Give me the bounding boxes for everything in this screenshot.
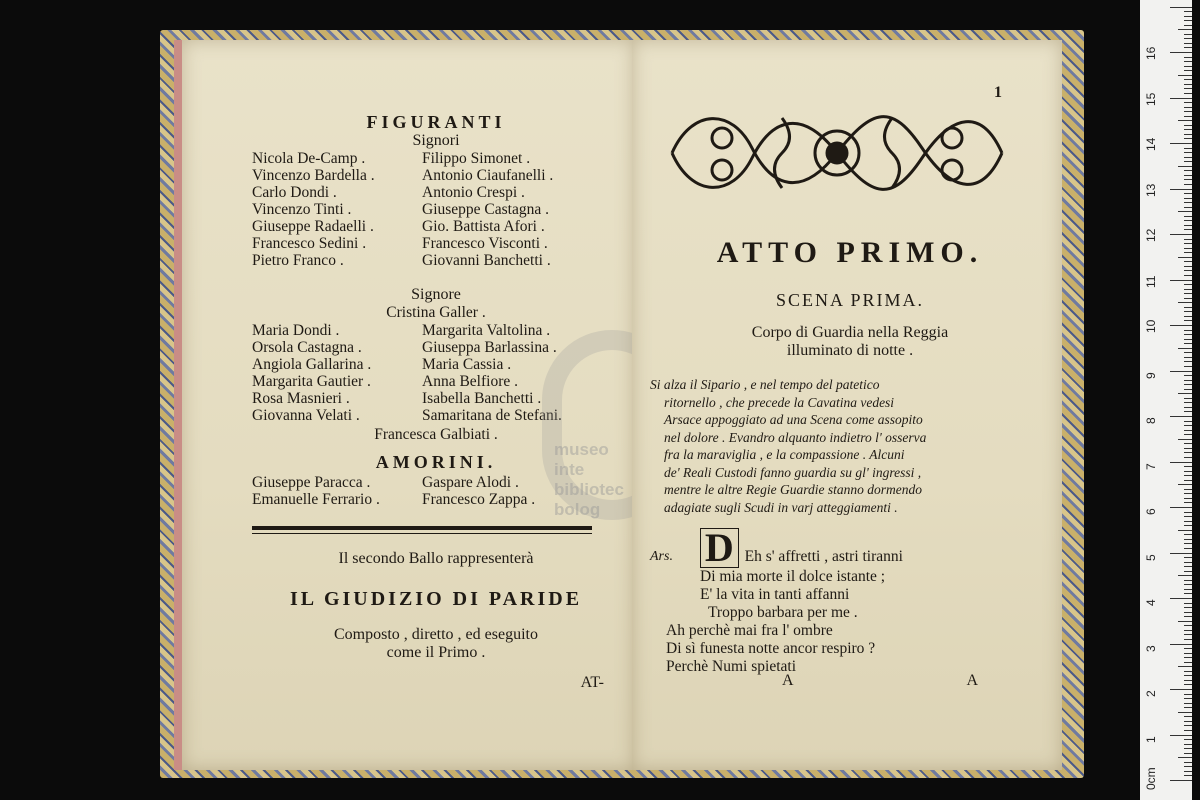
ruler-tick [1184, 311, 1192, 312]
ruler-tick [1178, 621, 1192, 622]
ruler-tick [1184, 284, 1192, 285]
ruler-tick [1184, 457, 1192, 458]
ruler-unit-label: 0cm [1144, 767, 1158, 790]
ruler-tick [1184, 102, 1192, 103]
list-item: Margarita Gautier . Anna Belfiore . [252, 373, 518, 390]
ruler-tick [1170, 325, 1192, 326]
composto-line-1: Composto , diretto , ed eseguito [334, 626, 538, 643]
ruler-tick [1184, 116, 1192, 117]
ruler-tick [1184, 220, 1192, 221]
ruler-tick [1178, 166, 1192, 167]
ruler-tick [1184, 634, 1192, 635]
ruler-tick [1184, 671, 1192, 672]
ruler-tick [1184, 357, 1192, 358]
list-item: Rosa Masnieri . Isabella Banchetti . [252, 390, 542, 407]
list-item: Angiola Gallarina . Maria Cassia . [252, 356, 512, 373]
ruler-tick [1184, 407, 1192, 408]
ruler-tick [1184, 589, 1192, 590]
verse-line: Eh s' affretti , astri tiranni [744, 548, 903, 565]
ruler-tick [1184, 129, 1192, 130]
ruler-number: 13 [1144, 183, 1158, 197]
verse-line: Di sì funesta notte ancor respiro ? [666, 640, 876, 657]
list-item: Pietro Franco . Giovanni Banchetti . [252, 252, 551, 269]
ruler-tick [1184, 625, 1192, 626]
ruler-tick [1170, 52, 1192, 53]
verse-line: Perchè Numi spietati [666, 658, 796, 675]
ruler-tick [1184, 152, 1192, 153]
ruler-tick [1184, 648, 1192, 649]
setting-line-2: illuminato di notte . [786, 342, 914, 359]
list-item: Vincenzo Tinti . Giuseppe Castagna . [252, 201, 549, 218]
ruler-number: 15 [1144, 92, 1158, 106]
catchword: A [966, 672, 978, 689]
ruler-tick [1184, 266, 1192, 267]
ruler-tick [1184, 202, 1192, 203]
verse-block [650, 525, 1050, 676]
ruler-tick [1184, 16, 1192, 17]
ruler-tick [1184, 466, 1192, 467]
ruler-tick [1184, 198, 1192, 199]
ruler-tick [1184, 566, 1192, 567]
ruler-tick [1184, 389, 1192, 390]
dropcap-letter: D [700, 528, 739, 568]
list-item: Giuseppe Radaelli . Gio. Battista Afori . [252, 218, 545, 235]
ruler-tick [1184, 289, 1192, 290]
list-item: Orsola Castagna . Giuseppa Barlassina . [252, 339, 557, 356]
ruler-tick [1184, 498, 1192, 499]
ruler-tick [1184, 193, 1192, 194]
ruler-tick [1184, 343, 1192, 344]
ruler-number: 9 [1144, 371, 1158, 379]
ruler-tick [1178, 666, 1192, 667]
ruler-tick [1184, 698, 1192, 699]
ruler-tick [1184, 384, 1192, 385]
ruler-tick [1184, 316, 1192, 317]
ruler-tick [1184, 157, 1192, 158]
ruler-number: 12 [1144, 228, 1158, 242]
list-item: Maria Dondi . Margarita Valtolina . [252, 322, 551, 339]
ruler-tick [1178, 757, 1192, 758]
ruler-tick [1184, 375, 1192, 376]
ruler-number: 3 [1144, 644, 1158, 652]
ruler-tick [1184, 707, 1192, 708]
ruler-tick [1184, 293, 1192, 294]
ruler-tick [1184, 402, 1192, 403]
ruler-tick [1178, 575, 1192, 576]
ruler-tick [1178, 348, 1192, 349]
ruler-number: 1 [1144, 735, 1158, 743]
ruler-tick [1184, 148, 1192, 149]
measurement-ruler [1140, 0, 1192, 800]
ruler-number: 16 [1144, 46, 1158, 60]
ruler-tick [1184, 639, 1192, 640]
ruler-tick [1178, 530, 1192, 531]
ruler-tick [1184, 612, 1192, 613]
ruler-tick [1184, 47, 1192, 48]
verse-line: Troppo barbara per me . [708, 604, 858, 621]
verse-line: Ah perchè mai fra l' ombre [666, 622, 833, 639]
right-page [632, 40, 1062, 770]
verse-line: E' la vita in tanti affanni [700, 586, 850, 603]
ruler-tick [1184, 352, 1192, 353]
ruler-tick [1184, 452, 1192, 453]
ruler-tick [1170, 416, 1192, 417]
ruler-number: 10 [1144, 319, 1158, 333]
ruler-tick [1184, 766, 1192, 767]
signore-label: Signore [411, 286, 461, 303]
ruler-tick [1170, 644, 1192, 645]
ruler-tick [1184, 716, 1192, 717]
ruler-tick [1184, 471, 1192, 472]
ruler-tick [1184, 66, 1192, 67]
ruler-tick [1170, 462, 1192, 463]
ruler-tick [1184, 657, 1192, 658]
ruler-tick [1170, 98, 1192, 99]
ruler-tick [1184, 771, 1192, 772]
ruler-tick [1184, 584, 1192, 585]
ruler-tick [1184, 61, 1192, 62]
ruler-tick [1184, 330, 1192, 331]
ruler-tick [1184, 739, 1192, 740]
ruler-tick [1184, 730, 1192, 731]
ruler-tick [1178, 75, 1192, 76]
list-item: Emanuelle Ferrario . Francesco Zappa . [252, 491, 536, 508]
ruler-tick [1184, 543, 1192, 544]
ruler-tick [1184, 434, 1192, 435]
ruler-tick [1178, 484, 1192, 485]
ruler-tick [1184, 607, 1192, 608]
ruler-tick [1178, 120, 1192, 121]
ruler-tick [1178, 211, 1192, 212]
ruler-tick [1184, 170, 1192, 171]
ruler-tick [1184, 70, 1192, 71]
ruler-tick [1184, 79, 1192, 80]
ruler-tick [1184, 366, 1192, 367]
ruler-tick [1184, 361, 1192, 362]
ruler-tick [1184, 88, 1192, 89]
ruler-tick [1170, 143, 1192, 144]
ballo-title: IL GIUDIZIO DI PARIDE [289, 588, 583, 610]
ruler-tick [1184, 239, 1192, 240]
ruler-tick [1184, 562, 1192, 563]
ruler-tick [1184, 493, 1192, 494]
ruler-tick [1184, 93, 1192, 94]
ruler-tick [1184, 25, 1192, 26]
figuranti-title: FIGURANTI [366, 112, 506, 132]
ruler-tick [1184, 320, 1192, 321]
ruler-number: 2 [1144, 690, 1158, 697]
open-book [160, 30, 1084, 778]
ruler-tick [1184, 630, 1192, 631]
ruler-tick [1184, 207, 1192, 208]
ruler-tick [1184, 34, 1192, 35]
ballo-line: Il secondo Ballo rappresenterà [338, 550, 534, 567]
ruler-tick [1184, 753, 1192, 754]
ruler-tick [1184, 275, 1192, 276]
ruler-tick [1184, 184, 1192, 185]
list-item: Giovanna Velati . Samaritana de Stefani. [252, 407, 562, 424]
ruler-tick [1184, 721, 1192, 722]
ruler-tick [1170, 7, 1192, 8]
ruler-tick [1184, 229, 1192, 230]
ruler-tick [1178, 439, 1192, 440]
ruler-tick [1184, 675, 1192, 676]
ruler-tick [1184, 57, 1192, 58]
ruler-tick [1184, 252, 1192, 253]
list-item: Nicola De-Camp . Filippo Simonet . [252, 150, 531, 167]
ruler-tick [1184, 107, 1192, 108]
ruler-tick [1178, 302, 1192, 303]
ruler-tick [1178, 29, 1192, 30]
ruler-tick [1184, 138, 1192, 139]
ruler-tick [1184, 175, 1192, 176]
ruler-tick [1184, 762, 1192, 763]
ruler-tick [1184, 84, 1192, 85]
ruler-tick [1184, 179, 1192, 180]
ruler-tick [1184, 775, 1192, 776]
ruler-tick [1178, 257, 1192, 258]
ruler-tick [1184, 703, 1192, 704]
ruler-tick [1184, 298, 1192, 299]
ruler-tick [1184, 38, 1192, 39]
list-item: Francesco Sedini . Francesco Visconti . [252, 235, 548, 252]
ruler-tick [1184, 516, 1192, 517]
ruler-tick [1184, 443, 1192, 444]
ruler-tick [1184, 521, 1192, 522]
ruler-tick [1184, 475, 1192, 476]
ruler-tick [1184, 489, 1192, 490]
ruler-tick [1184, 125, 1192, 126]
ruler-tick [1184, 307, 1192, 308]
double-rule-thin [252, 533, 592, 534]
ruler-tick [1184, 684, 1192, 685]
ruler-tick [1178, 712, 1192, 713]
ruler-tick [1184, 725, 1192, 726]
ruler-tick [1184, 20, 1192, 21]
ruler-tick [1184, 421, 1192, 422]
ruler-tick [1184, 694, 1192, 695]
stage-directions: Si alza il Sipario , e nel tempo del patetico ritornello , che precede la Cavatina vedesi Arsace appoggiato ad una Scena come assopito nel dolore . Evandro alquanto indietro l' osserva fra la maraviglia , e la compassione . Alcuni de' Reali Custodi fanno guardia su gl' ingressi , mentre le altre Regie Guardie stanno dormendo adagiate sugli Scudi in varj atteggiamenti . [650, 377, 927, 515]
signature-mark: A [782, 672, 794, 689]
ruler-tick [1184, 557, 1192, 558]
ruler-tick [1184, 525, 1192, 526]
ruler-tick [1184, 593, 1192, 594]
ruler-tick [1184, 270, 1192, 271]
ruler-tick [1184, 339, 1192, 340]
catchword: AT- [580, 674, 604, 691]
ruler-tick [1184, 448, 1192, 449]
signori-label: Signori [412, 132, 460, 149]
ruler-tick [1170, 689, 1192, 690]
ruler-tick [1184, 334, 1192, 335]
double-rule-thick [252, 526, 592, 530]
amorini-title: AMORINI. [375, 452, 497, 472]
setting-line-1: Corpo di Guardia nella Reggia [751, 324, 949, 341]
ruler-tick [1184, 512, 1192, 513]
ruler-tick [1184, 411, 1192, 412]
signori-list [252, 150, 620, 269]
ruler-number: 11 [1144, 275, 1158, 288]
watermark-text: museo inte bibliotec bolog [554, 440, 624, 519]
ruler-number: 4 [1144, 599, 1158, 606]
ruler-number: 7 [1144, 462, 1158, 470]
ruler-tick [1178, 393, 1192, 394]
left-page [174, 40, 634, 770]
ruler-tick [1184, 134, 1192, 135]
ruler-tick [1184, 225, 1192, 226]
ruler-number: 5 [1144, 553, 1158, 561]
list-item: Giuseppe Paracca . Gaspare Alodi . [252, 474, 519, 491]
ruler-tick [1184, 603, 1192, 604]
signore-last: Francesca Galbiati . [374, 426, 498, 443]
ruler-tick [1170, 507, 1192, 508]
ruler-tick [1184, 43, 1192, 44]
ruler-tick [1184, 261, 1192, 262]
ruler-tick [1184, 502, 1192, 503]
ruler-tick [1170, 189, 1192, 190]
ruler-tick [1184, 380, 1192, 381]
ruler-tick [1184, 680, 1192, 681]
ruler-tick [1184, 243, 1192, 244]
ruler-tick [1184, 744, 1192, 745]
ruler-tick [1184, 662, 1192, 663]
ruler-tick [1170, 735, 1192, 736]
ruler-tick [1184, 425, 1192, 426]
ruler-tick [1184, 480, 1192, 481]
ruler-tick [1184, 248, 1192, 249]
ruler-number: 14 [1144, 137, 1158, 151]
ruler-tick [1184, 430, 1192, 431]
speaker-label: Ars. [650, 549, 673, 564]
ruler-tick [1184, 571, 1192, 572]
ruler-tick [1184, 111, 1192, 112]
list-item: Carlo Dondi . Antonio Crespi . [252, 184, 525, 201]
ruler-tick [1170, 598, 1192, 599]
atto-title: ATTO PRIMO. [716, 236, 984, 269]
page-number: 1 [994, 84, 1002, 101]
verse-line: Di mia morte il dolce istante ; [700, 568, 886, 585]
list-item: Vincenzo Bardella . Antonio Ciaufanelli . [252, 167, 554, 184]
ruler-tick [1184, 539, 1192, 540]
ruler-tick [1170, 280, 1192, 281]
signore-first: Cristina Galler . [386, 304, 486, 321]
ruler-tick [1184, 534, 1192, 535]
ruler-tick [1184, 748, 1192, 749]
ornament-icon [662, 98, 1012, 208]
ruler-tick [1184, 216, 1192, 217]
ruler-number: 8 [1144, 417, 1158, 424]
ruler-tick [1170, 234, 1192, 235]
ruler-tick [1184, 580, 1192, 581]
ruler-tick [1184, 616, 1192, 617]
ruler-tick [1170, 371, 1192, 372]
ruler-number: 6 [1144, 508, 1158, 515]
ruler-tick [1170, 780, 1192, 781]
scena-title: SCENA PRIMA. [775, 290, 925, 310]
ruler-tick [1184, 161, 1192, 162]
ruler-tick [1170, 553, 1192, 554]
ruler-tick [1184, 653, 1192, 654]
ruler-tick [1184, 398, 1192, 399]
ruler-tick [1184, 548, 1192, 549]
ruler-tick [1184, 11, 1192, 12]
composto-line-2: come il Primo . [386, 644, 486, 661]
